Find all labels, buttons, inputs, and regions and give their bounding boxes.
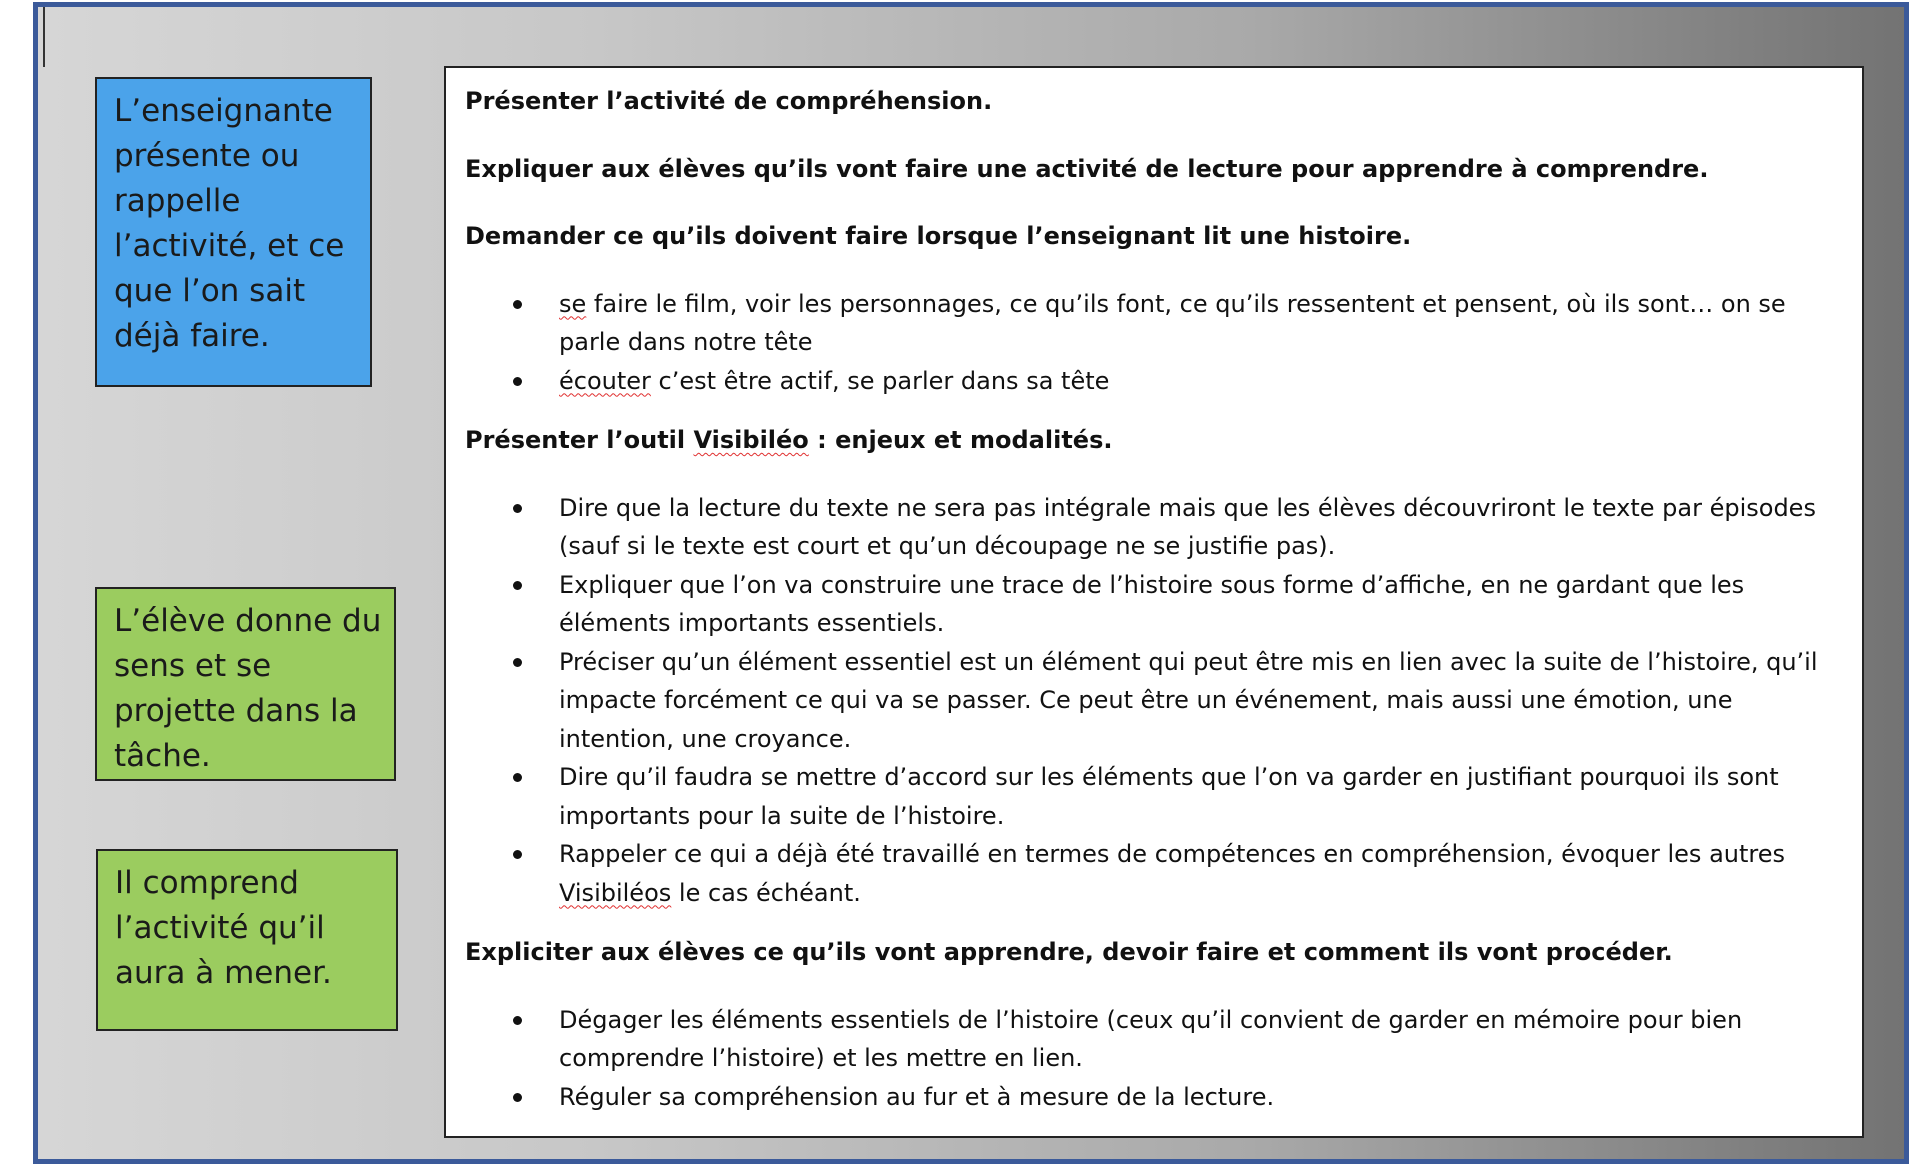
student-understands-note-text: Il comprend l’activité qu’il aura à mener. bbox=[115, 865, 332, 991]
student-meaning-note-box bbox=[95, 587, 396, 781]
corner-mark bbox=[43, 7, 45, 67]
tool-name: Visibiléo bbox=[693, 426, 809, 454]
student-meaning-note-text: L’élève donne du sens et se projette dans la tâche. bbox=[114, 603, 382, 774]
heading-explain-reading: Expliquer aux élèves qu’ils vont faire une activité de lecture pour apprendre à comprendre. bbox=[465, 154, 1709, 183]
list-what-to-do bbox=[465, 285, 1844, 401]
list-item-text: faire le film, voir les personnages, ce qu’ils font, ce qu’ils ressentent et pensent, où ils sont… on se parle dans notre tête bbox=[559, 289, 1786, 356]
teacher-note-box bbox=[95, 77, 372, 387]
list-item-text: Rappeler ce qui a déjà été travaillé en termes de compétences en compréhension, évoquer les autres bbox=[559, 840, 1786, 868]
heading-present-activity: Présenter l’activité de compréhension. bbox=[465, 87, 993, 115]
spellcheck-word: se bbox=[559, 289, 587, 318]
spellcheck-word: écouter bbox=[559, 366, 651, 395]
list-item: Expliquer que l’on va construire une trace de l’histoire sous forme d’affiche, en ne gardant que les éléments importants essentiels. bbox=[465, 566, 1844, 643]
student-understands-note-box bbox=[96, 849, 398, 1031]
list-item bbox=[465, 285, 1844, 362]
heading-explicit-learning: Expliciter aux élèves ce qu’ils vont apprendre, devoir faire et comment ils vont procéder. bbox=[465, 938, 1673, 966]
tool-name: Visibiléos bbox=[559, 878, 672, 907]
list-item: Préciser qu’un élément essentiel est un élément qui peut être mis en lien avec la suite de l’histoire, qu’il impacte forcément ce qui va se passer. Ce peut être un événement, mais aussi une émotion, une intention, une croyance. bbox=[465, 643, 1844, 759]
heading-text: : enjeux et modalités. bbox=[808, 426, 1113, 454]
list-item bbox=[465, 362, 1844, 401]
list-learning-goals bbox=[465, 1001, 1844, 1117]
list-tool-modalities bbox=[465, 489, 1844, 913]
slide-frame bbox=[33, 2, 1909, 1164]
list-item bbox=[465, 835, 1844, 912]
list-item-text: le cas échéant. bbox=[671, 878, 861, 907]
heading-text: Présenter l’outil bbox=[465, 426, 694, 454]
list-item: Dégager les éléments essentiels de l’histoire (ceux qu’il convient de garder en mémoire pour bien comprendre l’histoire) et les mettre en lien. bbox=[465, 1001, 1844, 1078]
teacher-note-text: L’enseignante présente ou rappelle l’activité, et ce que l’on sait déjà faire. bbox=[114, 93, 345, 354]
heading-ask-what-to-do: Demander ce qu’ils doivent faire lorsque l’enseignant lit une histoire. bbox=[465, 222, 1412, 250]
lesson-document bbox=[444, 66, 1864, 1138]
heading-present-tool bbox=[465, 421, 1844, 460]
list-item: Dire que la lecture du texte ne sera pas intégrale mais que les élèves découvriront le texte par épisodes (sauf si le texte est court et qu’un découpage ne se justifie pas). bbox=[465, 489, 1844, 566]
list-item: Dire qu’il faudra se mettre d’accord sur les éléments que l’on va garder en justifiant pourquoi ils sont importants pour la suite de l’histoire. bbox=[465, 758, 1844, 835]
list-item: Réguler sa compréhension au fur et à mesure de la lecture. bbox=[465, 1078, 1844, 1117]
list-item-text: c’est être actif, se parler dans sa tête bbox=[650, 366, 1110, 395]
